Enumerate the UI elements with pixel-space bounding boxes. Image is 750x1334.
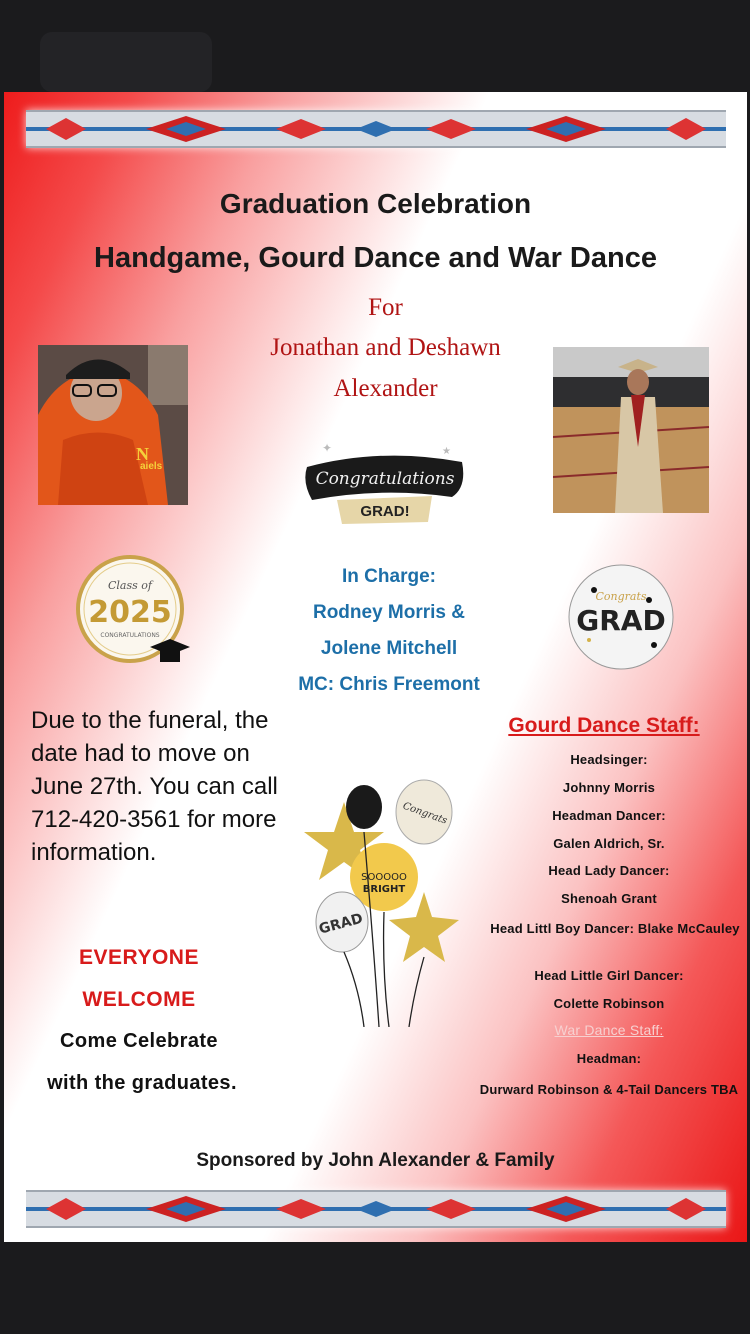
graduate-photo-left xyxy=(38,345,188,505)
svg-text:BRIGHT: BRIGHT xyxy=(362,884,406,895)
for-label: For xyxy=(368,294,403,321)
graduate-photo-right xyxy=(553,347,709,513)
war-dance-staff-heading: War Dance Staff: xyxy=(554,1022,664,1038)
svg-text:N: N xyxy=(136,444,149,464)
grad-balloon-text: GRAD! xyxy=(360,503,410,520)
head-little-boy-dancer: Head Littl Boy Dancer: Blake McCauley xyxy=(490,921,740,936)
event-subtitle: Handgame, Gourd Dance and War Dance xyxy=(94,242,657,274)
svg-text:Class of: Class of xyxy=(108,579,152,592)
svg-text:★: ★ xyxy=(442,446,451,457)
in-charge-person-2: Jolene Mitchell xyxy=(320,638,458,659)
event-flyer xyxy=(4,92,747,1242)
in-charge-person-1: Rodney Morris & xyxy=(312,602,466,623)
graduate-surname: Alexander xyxy=(333,375,438,402)
headsinger-label: Headsinger: xyxy=(570,752,648,767)
status-bar-blur xyxy=(40,32,212,92)
class-of-2025-badge xyxy=(68,547,198,672)
balloon-bouquet-image xyxy=(304,772,464,1027)
svg-text:GRAD: GRAD xyxy=(576,604,666,637)
svg-text:Congrats: Congrats xyxy=(401,800,449,827)
head-lady-dancer-label: Head Lady Dancer: xyxy=(548,863,670,878)
svg-text:CONGRATULATIONS: CONGRATULATIONS xyxy=(100,632,160,639)
graduate-names: Jonathan and Deshawn xyxy=(270,334,501,361)
headman-label: Headman: xyxy=(576,1051,642,1066)
welcome-text: WELCOME xyxy=(82,988,196,1011)
native-pattern-band-top xyxy=(26,110,726,148)
svg-text:GRAD: GRAD xyxy=(317,910,365,938)
svg-text:Congrats: Congrats xyxy=(595,590,647,603)
date-change-notice: Due to the funeral, the date had to move on June 27th. You can call 712-420-3561 for more information. xyxy=(31,707,278,866)
headsinger-name: Johnny Morris xyxy=(562,780,656,795)
grad-round-balloon xyxy=(564,560,679,675)
svg-text:✦: ✦ xyxy=(322,441,333,455)
gourd-dance-staff-heading: Gourd Dance Staff: xyxy=(508,714,700,737)
native-pattern-band-bottom xyxy=(26,1190,726,1228)
svg-text:2025: 2025 xyxy=(88,595,172,630)
headman-name: Durward Robinson & 4-Tail Dancers TBA xyxy=(479,1082,739,1097)
head-lady-dancer-name: Shenoah Grant xyxy=(561,891,657,906)
headman-dancer-name: Galen Aldrich, Sr. xyxy=(553,836,665,851)
head-little-girl-name: Colette Robinson xyxy=(553,996,665,1011)
mc-name: MC: Chris Freemont xyxy=(298,674,480,695)
in-charge-label: In Charge: xyxy=(342,566,436,587)
event-title: Graduation Celebration xyxy=(219,188,532,219)
head-little-girl-label: Head Little Girl Dancer: xyxy=(534,968,684,983)
svg-text:SOOOOO: SOOOOO xyxy=(361,872,407,883)
congrats-balloon-text: Congratulations xyxy=(315,469,455,489)
sponsor-line: Sponsored by John Alexander & Family xyxy=(196,1150,555,1171)
headman-dancer-label: Headman Dancer: xyxy=(552,808,666,823)
everyone-text: EVERYONE xyxy=(79,946,199,969)
come-celebrate-text: Come Celebrate xyxy=(60,1030,218,1052)
svg-text:aiels: aiels xyxy=(140,461,163,472)
with-graduates-text: with the graduates. xyxy=(47,1072,237,1094)
congratulations-balloon xyxy=(302,432,468,532)
